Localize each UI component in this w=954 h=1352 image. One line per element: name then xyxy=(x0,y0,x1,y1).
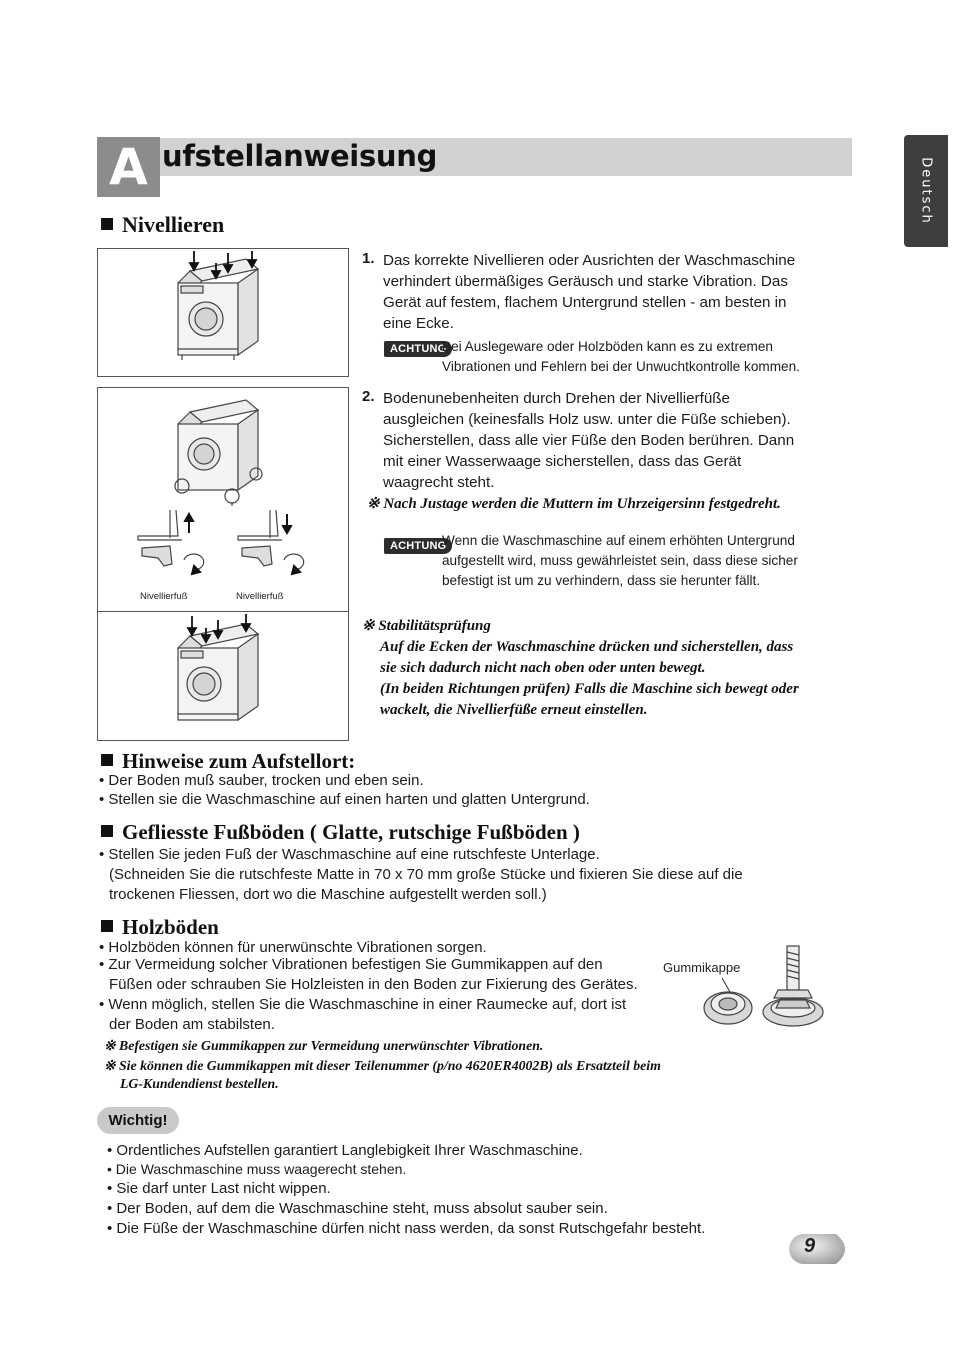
figure-washer-level xyxy=(97,248,349,377)
section-heading-holzboeden: Holzböden xyxy=(101,914,219,940)
step-2-number: 2. xyxy=(362,388,375,405)
title-initial-letter: A xyxy=(97,137,160,197)
step-1-line: verhindert übermäßiges Geräusch und starke Vibration. Das xyxy=(383,273,788,290)
achtung-note-line: aufgestellt wird, muss gewährleistet sein, dass diese sicher xyxy=(442,553,798,568)
step-2-note-text: Nach Justage werden die Muttern im Uhrzeigersinn festgedreht. xyxy=(383,496,781,512)
stability-line: sie sich dadurch nicht nach oben oder unten bewegt. xyxy=(380,660,706,676)
step-1-line: Das korrekte Nivellieren oder Ausrichten der Waschmaschine xyxy=(383,252,796,269)
achtung-note-line: befestigt ist um zu verhindern, dass sie herunter fällt. xyxy=(442,573,761,588)
holzboeden-line: Füßen oder schrauben Sie Holzleisten in den Boden zur Fixierung des Gerätes. xyxy=(109,976,638,993)
page-number-badge xyxy=(786,1232,854,1266)
page-title: ufstellanweisung xyxy=(162,139,438,173)
step-2-line: mit einer Wasserwaage sicherstellen, dass das Gerät xyxy=(383,453,742,470)
important-item: • Ordentliches Aufstellen garantiert Langlebigkeit Ihrer Waschmaschine. xyxy=(107,1142,583,1159)
section-heading-gefliesste: Gefliesste Fußböden ( Glatte, rutschige Fußböden ) xyxy=(101,819,580,845)
important-badge: Wichtig! xyxy=(97,1107,179,1134)
section-heading-nivellieren: Nivellieren xyxy=(101,212,224,238)
step-2-text xyxy=(383,388,863,493)
achtung-label: ACHTUNG xyxy=(384,341,452,357)
stability-line: wackelt, die Nivellierfüße erneut einstellen. xyxy=(380,702,648,718)
bullet-square-icon xyxy=(101,754,113,766)
hinweise-line: • Stellen sie die Waschmaschine auf einen harten und glatten Untergrund. xyxy=(99,791,590,808)
figure-label-rubber-cap: Gummikappe xyxy=(663,960,741,975)
achtung-label: ACHTUNG xyxy=(384,538,452,554)
holzboeden-line: • Holzböden können für unerwünschte Vibrationen sorgen. xyxy=(99,939,487,956)
important-item: • Die Waschmaschine muss waagerecht stehen. xyxy=(107,1161,407,1177)
section-heading-hinweise: Hinweise zum Aufstellort: xyxy=(101,748,355,774)
stability-title-text: Stabilitätsprüfung xyxy=(378,618,491,634)
holzboeden-note: LG-Kundendienst bestellen. xyxy=(120,1076,279,1091)
figure-stability-check xyxy=(97,611,349,741)
achtung-note-line: Vibrationen und Fehlern bei der Unwuchtkontrolle kommen. xyxy=(442,359,800,374)
holzboeden-note: ※ Sie können die Gummikappen mit dieser Teilenummer (p/no 4620ER4002B) als Ersatzteil beim xyxy=(104,1058,661,1073)
gefliesste-line: (Schneiden Sie die rutschfeste Matte in 70 x 70 mm große Stücke und fixieren Sie diese auf die xyxy=(109,866,743,883)
page-number: 9 xyxy=(804,1235,816,1257)
figure-label-leveling-foot-left: Nivellierfuß xyxy=(140,591,188,602)
step-2-line: Sicherstellen, dass alle vier Füße den Boden berühren. Dann xyxy=(383,432,795,449)
figure-adjust-feet xyxy=(97,387,349,612)
step-2-note xyxy=(367,494,781,515)
language-tab-label: Deutsch xyxy=(918,157,934,225)
stability-line: Auf die Ecken der Waschmaschine drücken und sicherstellen, dass xyxy=(380,639,794,655)
gefliesste-line: • Stellen Sie jeden Fuß der Waschmaschine auf eine rutschfeste Unterlage. xyxy=(99,846,600,863)
step-1-line: eine Ecke. xyxy=(383,315,454,332)
figure-label-leveling-foot-right: Nivellierfuß xyxy=(236,591,284,602)
page-number-shape-icon xyxy=(786,1232,854,1266)
important-item: • Die Füße der Waschmaschine dürfen nicht nass werden, da sonst Rutschgefahr besteht. xyxy=(107,1220,706,1237)
holzboeden-line: der Boden am stabilsten. xyxy=(109,1016,275,1033)
stability-title xyxy=(362,616,491,637)
achtung-note-line: Wenn die Waschmaschine auf einem erhöhten Untergrund xyxy=(442,533,795,548)
stability-line: (In beiden Richtungen prüfen) Falls die Maschine sich bewegt oder xyxy=(380,681,799,697)
holzboeden-note: ※ Befestigen sie Gummikappen zur Vermeidung unerwünschter Vibrationen. xyxy=(104,1038,544,1053)
important-item: • Der Boden, auf dem die Waschmaschine steht, muss absolut sauber sein. xyxy=(107,1200,608,1217)
achtung-note-line: Bei Auslegeware oder Holzböden kann es zu extremen xyxy=(442,339,773,354)
gefliesste-line: trockenen Fliessen, dort wo die Maschine aufgestellt werden soll.) xyxy=(109,886,547,903)
step-2-line: ausgleichen (keinesfalls Holz usw. unter die Füße schieben). xyxy=(383,411,791,428)
holzboeden-line: • Wenn möglich, stellen Sie die Waschmaschine in einer Raumecke auf, dort ist xyxy=(99,996,627,1013)
note-mark-icon: ※ xyxy=(362,618,375,634)
holzboeden-line: • Zur Vermeidung solcher Vibrationen befestigen Sie Gummikappen auf den xyxy=(99,956,603,973)
adjust-feet-illustration-icon xyxy=(98,388,347,610)
step-2-line: waagrecht steht. xyxy=(383,474,495,491)
stability-text xyxy=(380,637,855,721)
washer-illustration-icon xyxy=(98,249,347,375)
stability-illustration-icon xyxy=(98,612,347,739)
step-2-line: Bodenunebenheiten durch Drehen der Nivellierfüße xyxy=(383,390,731,407)
step-1-number: 1. xyxy=(362,250,375,267)
hinweise-line: • Der Boden muß sauber, trocken und eben sein. xyxy=(99,772,424,789)
bullet-square-icon xyxy=(101,920,113,932)
note-mark-icon: ※ xyxy=(367,496,380,512)
bullet-square-icon xyxy=(101,218,113,230)
rubber-cap-icon xyxy=(690,940,835,1035)
step-1-line: Gerät auf festem, flachem Untergrund stellen - am besten in xyxy=(383,294,787,311)
bullet-square-icon xyxy=(101,825,113,837)
important-item: • Sie darf unter Last nicht wippen. xyxy=(107,1180,331,1197)
achtung-note-2 xyxy=(442,531,852,591)
step-1-text xyxy=(383,250,863,334)
language-tab xyxy=(904,135,948,247)
achtung-note-1 xyxy=(442,337,852,377)
